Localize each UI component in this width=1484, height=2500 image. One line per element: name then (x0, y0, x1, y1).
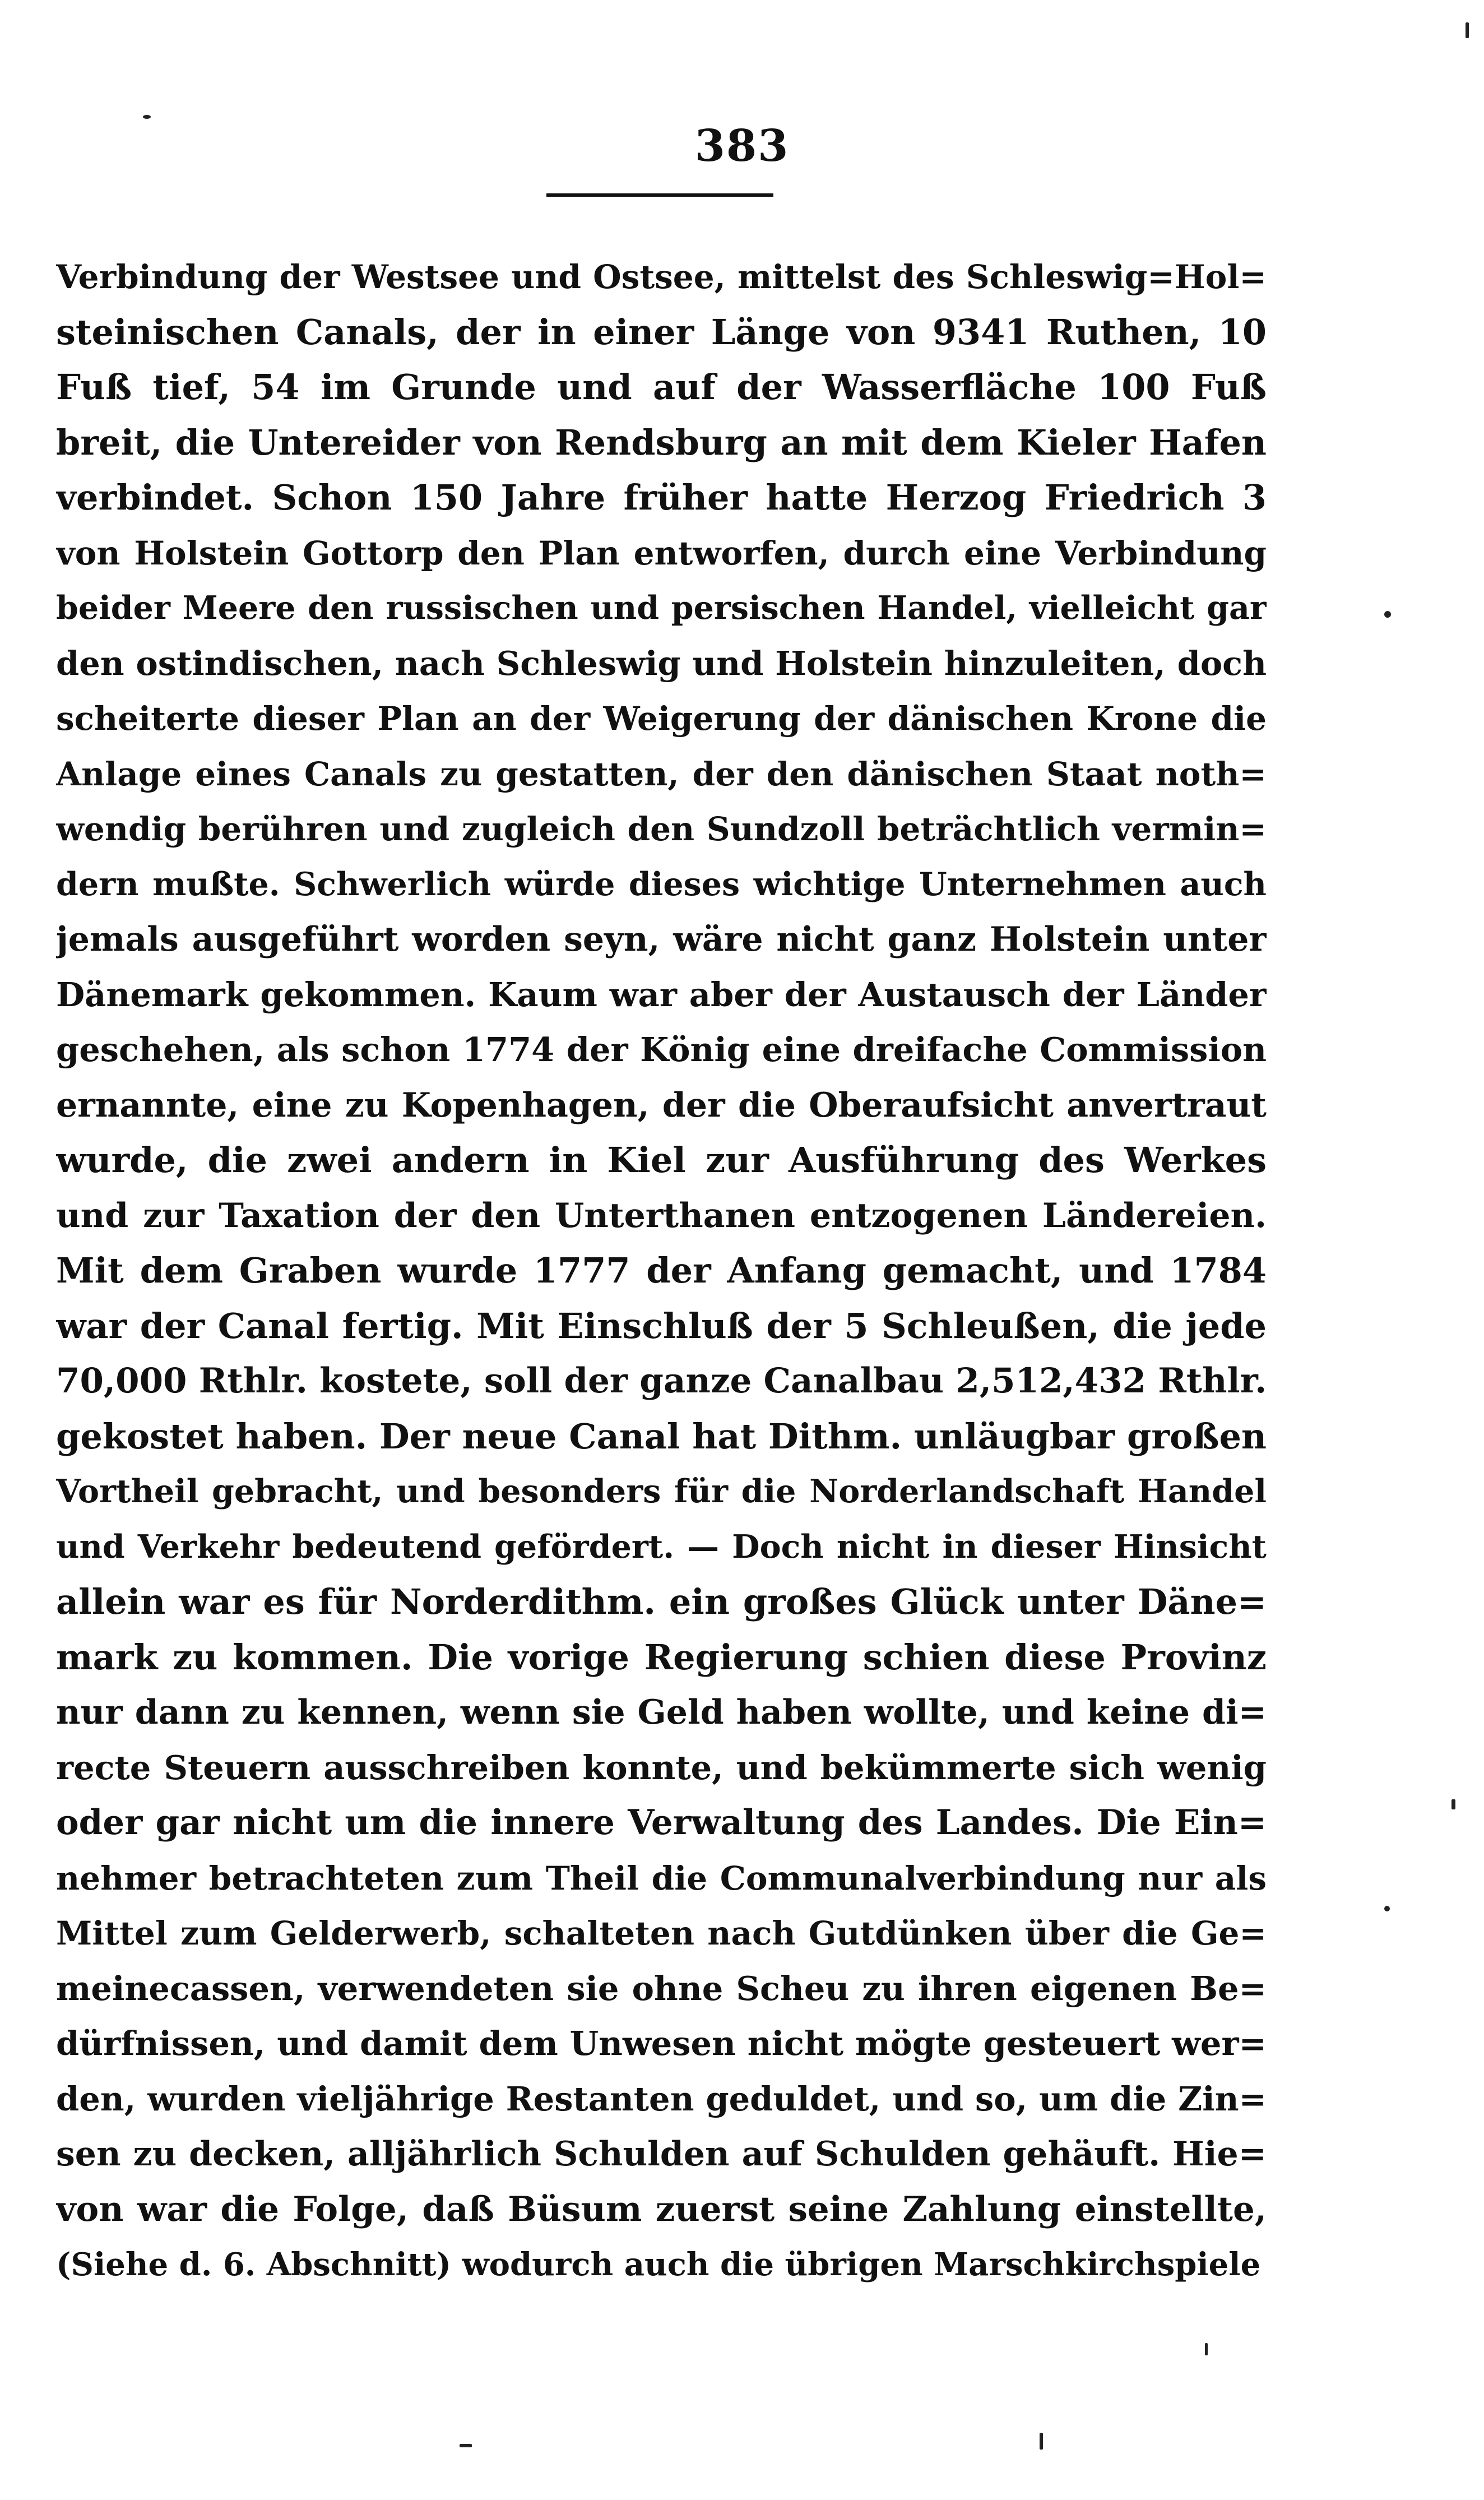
speck (460, 2444, 472, 2447)
speck (1205, 2343, 1208, 2355)
text-line: dern mußte. Schwerlich würde dieses wichtige Unternehmen auch (56, 865, 1267, 903)
text-line: nur dann zu kennen, wenn sie Geld haben wollte, und keine di= (56, 1693, 1267, 1732)
text-line: breit, die Untereider von Rendsburg an mit dem Kieler Hafen (56, 422, 1267, 463)
text-line: jemals ausgeführt worden seyn, wäre nicht ganz Holstein unter (56, 920, 1267, 959)
text-line: geschehen, als schon 1774 der König eine dreifache Commission (56, 1030, 1267, 1069)
text-line: ernannte, eine zu Kopenhagen, der die Oberaufsicht anvertraut (56, 1085, 1267, 1125)
text-line: meinecassen, verwendeten sie ohne Scheu zu ihren eigenen Be= (56, 1969, 1267, 2008)
page-number: 383 (694, 121, 790, 172)
text-line: war der Canal fertig. Mit Einschluß der 5 Schleußen, die jede (56, 1305, 1267, 1346)
text-line: mark zu kommen. Die vorige Regierung schien diese Provinz (56, 1636, 1267, 1678)
text-line: nehmer betrachteten zum Theil die Communalverbindung nur als (56, 1859, 1267, 1897)
text-line: wurde, die zwei andern in Kiel zur Ausführung des Werkes (56, 1140, 1267, 1180)
speck (1384, 611, 1391, 618)
header-rule (546, 193, 773, 197)
text-line: von Holstein Gottorp den Plan entworfen, durch eine Verbindung (56, 534, 1267, 572)
text-line: und zur Taxation der den Unterthanen entzogenen Ländereien. (56, 1196, 1267, 1235)
speck (143, 115, 151, 119)
text-line: gekostet haben. Der neue Canal hat Dithm. unläugbar großen (56, 1415, 1267, 1457)
text-line: oder gar nicht um die innere Verwaltung des Landes. Die Ein= (56, 1803, 1267, 1842)
speck (1466, 22, 1469, 38)
text-line: scheiterte dieser Plan an der Weigerung der dänischen Krone die (56, 700, 1267, 738)
text-line: verbindet. Schon 150 Jahre früher hatte Herzog Friedrich 3 (56, 477, 1267, 518)
text-line: und Verkehr bedeutend gefördert. — Doch nicht in dieser Hinsicht (56, 1527, 1267, 1566)
text-line: Anlage eines Canals zu gestatten, der den dänischen Staat noth= (56, 754, 1267, 793)
text-line: Fuß tief, 54 im Grunde und auf der Wasserfläche 100 Fuß (56, 367, 1267, 408)
body-text (56, 249, 1267, 2293)
text-line: allein war es für Norderdithm. ein großes Glück unter Däne= (56, 1581, 1267, 1622)
text-line: sen zu decken, alljährlich Schulden auf Schulden gehäuft. Hie= (56, 2135, 1267, 2174)
text-line: Verbindung der Westsee und Ostsee, mittelst des Schleswig=Hol= (56, 258, 1267, 296)
text-line: den, wurden vieljährige Restanten geduldet, und so, um die Zin= (56, 2079, 1267, 2118)
text-line: wendig berühren und zugleich den Sundzoll beträchtlich vermin= (56, 810, 1267, 848)
text-line: steinischen Canals, der in einer Länge von 9341 Ruthen, 10 (56, 311, 1267, 353)
text-line: Mit dem Graben wurde 1777 der Anfang gemacht, und 1784 (56, 1250, 1267, 1291)
text-line: Vortheil gebracht, und besonders für die Norderlandschaft Handel (56, 1473, 1267, 1510)
text-line: dürfnissen, und damit dem Unwesen nicht mögte gesteuert wer= (56, 2024, 1267, 2063)
text-line: beider Meere den russischen und persischen Handel, vielleicht gar (56, 589, 1267, 627)
text-line: Mittel zum Gelderwerb, schalteten nach Gutdünken über die Ge= (56, 1914, 1267, 1952)
text-line: recte Steuern ausschreiben konnte, und bekümmerte sich wenig (56, 1748, 1267, 1787)
text-line: (Siehe d. 6. Abschnitt) wodurch auch die übrigen Marschkirchspiele (56, 2246, 1261, 2283)
speck (1384, 1906, 1390, 1911)
text-line: von war die Folge, daß Büsum zuerst seine Zahlung einstellte, (56, 2189, 1267, 2229)
speck (1040, 2433, 1043, 2450)
text-line: Dänemark gekommen. Kaum war aber der Austausch der Länder (56, 975, 1267, 1014)
text-line: 70,000 Rthlr. kostete, soll der ganze Canalbau 2,512,432 Rthlr. (56, 1361, 1267, 1401)
speck (1451, 1799, 1455, 1809)
text-line: den ostindischen, nach Schleswig und Holstein hinzuleiten, doch (56, 643, 1267, 683)
